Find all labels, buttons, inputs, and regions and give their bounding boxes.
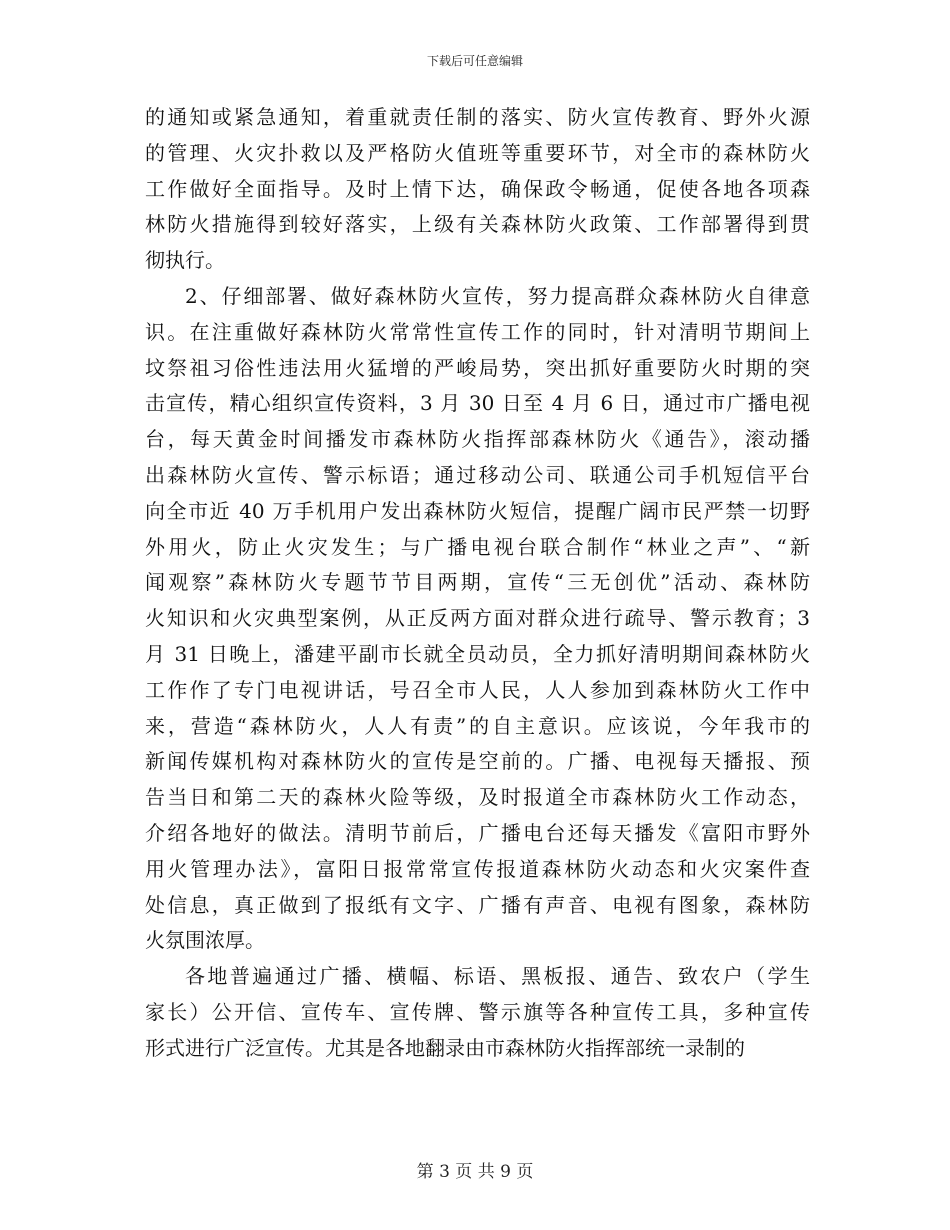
- text-line: 闻观察”森林防火专题节节目两期，宣传“三无创优”活动、森林防: [145, 570, 810, 595]
- page-header: 下载后可任意编辑: [426, 54, 523, 68]
- text-line: 坟祭祖习俗性违法用火猛增的严峻局势，突出抓好重要防火时期的突: [145, 355, 810, 380]
- text-line: 火氛围浓厚。: [145, 928, 265, 953]
- text-line: 新闻传媒机构对森林防火的宣传是空前的。广播、电视每天播报、预: [145, 749, 810, 774]
- text-line: 用火管理办法》，富阳日报常常宣传报道森林防火动态和火灾案件查: [145, 856, 810, 881]
- paragraph: [145, 959, 810, 1066]
- text-line: 形式进行广泛宣传。尤其是各地翻录由市森林防火指挥部统一录制的: [145, 1035, 745, 1060]
- text-line: 击宣传，精心组织宣传资料，3 月 30 日至 4 月 6 日，通过市广播电视: [145, 391, 810, 416]
- text-line: 台，每天黄金时间播发市森林防火指挥部森林防火《通告》，滚动播: [145, 427, 810, 452]
- text-line: 月 31 日晚上，潘建平副市长就全员动员，全力抓好清明期间森林防火: [145, 641, 810, 666]
- text-line: 介绍各地好的做法。清明节前后，广播电台还每天播发《富阳市野外: [145, 820, 810, 845]
- text-line: 彻执行。: [145, 248, 225, 273]
- text-line: 家长）公开信、宣传车、宣传牌、警示旗等各种宣传工具，多种宣传: [145, 999, 810, 1024]
- text-line: 各地普遍通过广播、横幅、标语、黑板报、通告、致农户（学生: [185, 964, 810, 989]
- text-line: 处信息，真正做到了报纸有文字、广播有声音、电视有图象，森林防: [145, 892, 810, 917]
- paragraph: [145, 279, 810, 959]
- page-number-footer: 第 3 页 共 9 页: [416, 1162, 534, 1182]
- text-line: 火知识和火灾典型案例，从正反两方面对群众进行疏导、警示教育；3: [145, 606, 810, 631]
- text-line: 的管理、火灾扑救以及严格防火值班等重要环节，对全市的森林防火: [145, 140, 810, 165]
- text-line: 林防火措施得到较好落实，上级有关森林防火政策、工作部署得到贯: [145, 212, 810, 237]
- text-line: 的通知或紧急通知，着重就责任制的落实、防火宣传教育、野外火源: [145, 105, 810, 129]
- paragraph: [145, 100, 810, 279]
- text-line: 识。在注重做好森林防火常常性宣传工作的同时，针对清明节期间上: [145, 319, 810, 344]
- text-line: 向全市近 40 万手机用户发出森林防火短信，提醒广阔市民严禁一切野: [145, 498, 810, 523]
- text-line: 告当日和第二天的森林火险等级，及时报道全市森林防火工作动态，: [145, 785, 810, 810]
- text-line: 工作做好全面指导。及时上情下达，确保政令畅通，促使各地各项森: [145, 176, 810, 201]
- text-line: 外用火，防止火灾发生；与广播电视台联合制作“林业之声”、“新: [145, 534, 810, 559]
- text-line: 2、仔细部署、做好森林防火宣传，努力提高群众森林防火自律意: [185, 283, 810, 308]
- document-body: [145, 100, 810, 1067]
- text-line: 出森林防火宣传、警示标语；通过移动公司、联通公司手机短信平台: [145, 462, 810, 487]
- text-line: 工作作了专门电视讲话，号召全市人民，人人参加到森林防火工作中: [145, 677, 810, 702]
- text-line: 来，营造“森林防火，人人有责”的自主意识。应该说，今年我市的: [145, 713, 810, 738]
